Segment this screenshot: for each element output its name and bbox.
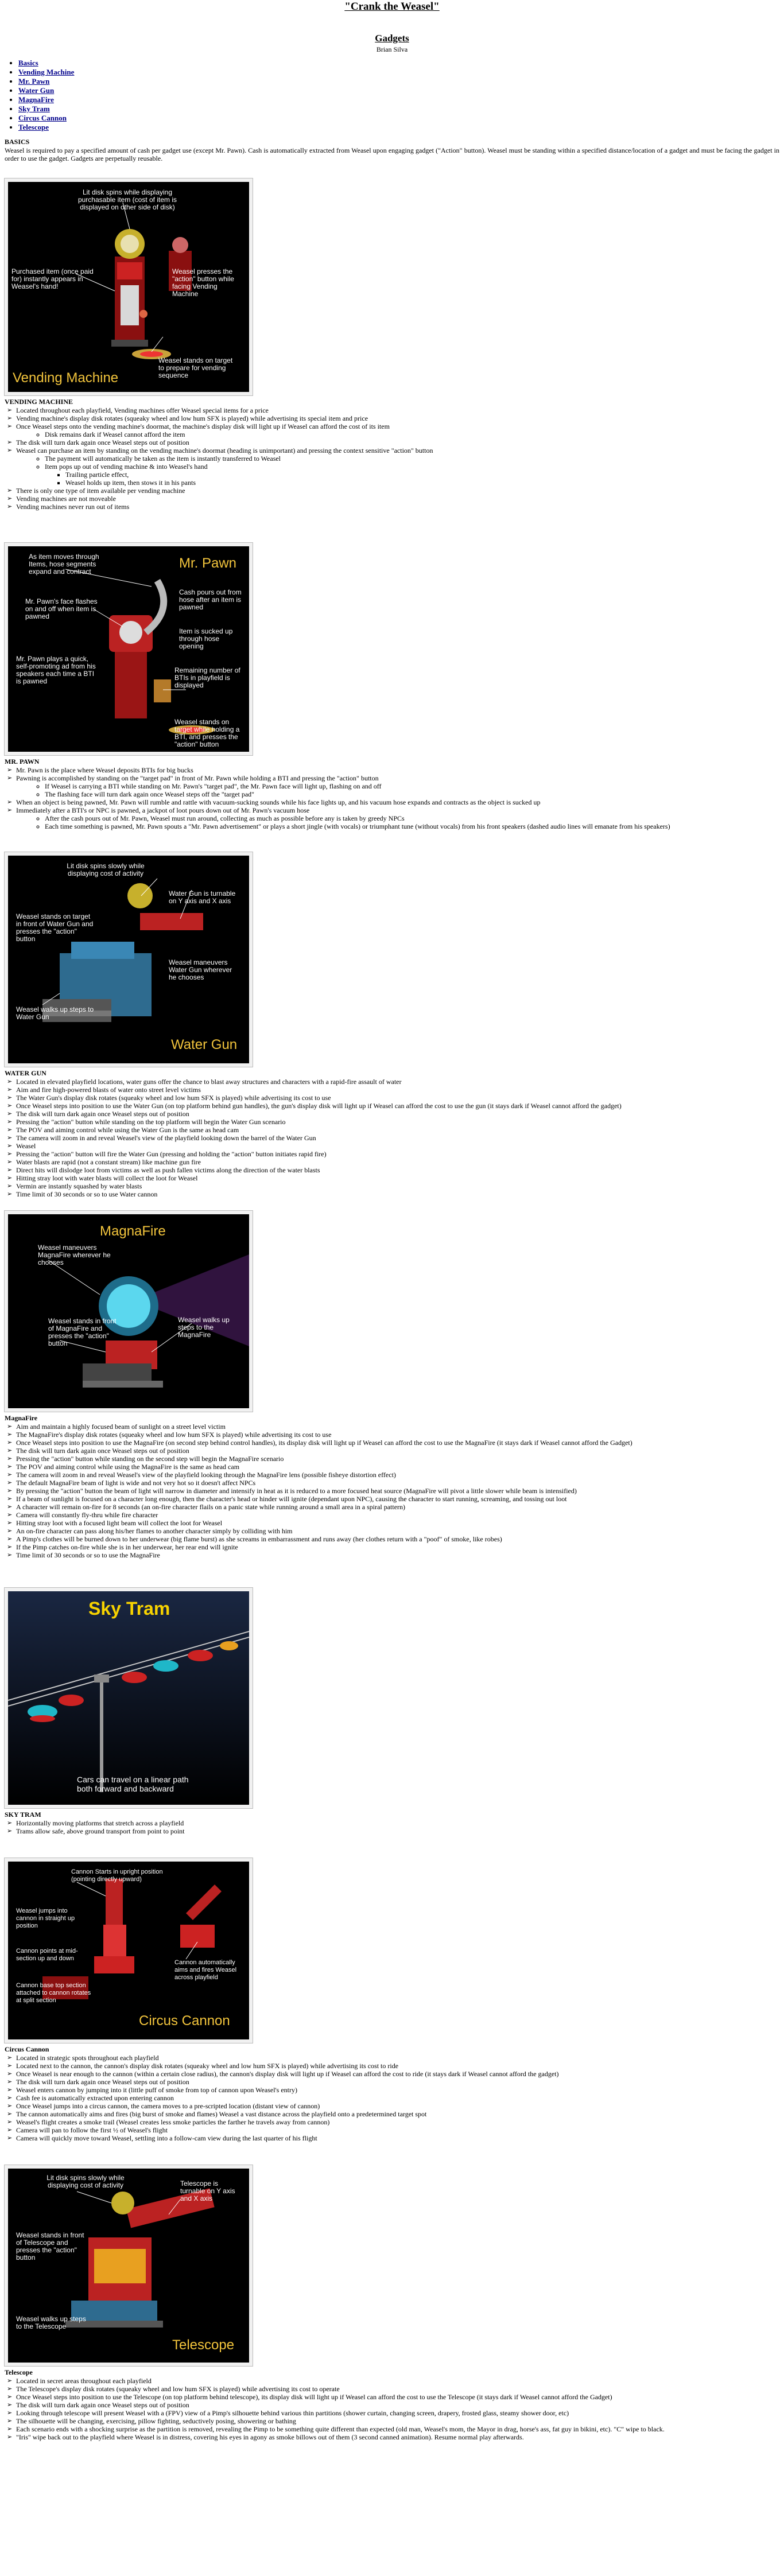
circus-cannon-caption: Cannon Starts in upright position (pointing directly upward) (71, 1868, 163, 1883)
list-item: ➢ The disk will turn dark again once Weasel steps out of position (16, 1447, 779, 1455)
list-item: ➢ Hitting stray loot with a focused light beam will collect the loot for Weasel (16, 1519, 779, 1527)
list-item: ➢ By pressing the "action" button the beam of light will narrow in diameter and intensify in heat as it is reduced to a more focused heat source (MagnaFire will pivot a little slower while beam is intensified) (16, 1487, 779, 1495)
list-item: ➢ Vending machines never run out of items (16, 503, 779, 511)
basics-text: Weasel is required to pay a specified amount of cash per gadget use (except Mr. Pawn). Cash is automatically extracted from Weasel upon engaging gadget ("Action" button). Weasel must be standing within a specified distance/location of a gadget and must be facing the gadget in order to use the gadget. Gadgets are perpetually reusable. (5, 146, 779, 162)
list-item: ➢ The camera will zoom in and reveal Weasel's view of the playfield looking down the barrel of the Water Gun (16, 1134, 779, 1142)
list-item: ➢ Horizontally moving platforms that stretch across a playfield (16, 1819, 779, 1827)
list-item: ◦ Disk remains dark if Weasel cannot afford the item (45, 430, 779, 438)
circus-cannon-illustration (5, 1858, 253, 2043)
list-item: ➢ Mr. Pawn is the place where Weasel deposits BTIs for big bucks (16, 766, 779, 774)
water-gun-caption: Weasel walks up steps to Water Gun (16, 1005, 94, 1021)
list-item: ➢ Located next to the cannon, the cannon's display disk rotates (squeaky wheel and low hum SFX is played) while advertising its cost to ride (16, 2062, 779, 2070)
list-item: ➢ Looking through telescope will present Weasel with a (FPV) view of a Pimp's silhouette behind various thin partitions (shower curtain, changing screen, drapery, frosted glass, steamy shower door, etc) (16, 2409, 779, 2417)
magnafire-caption: Weasel stands in front of MagnaFire and presses the "action" button (48, 1317, 117, 1347)
toc-item[interactable] (18, 114, 779, 123)
circus-cannon-figure-title: Circus Cannon (139, 2013, 230, 2029)
circus-cannon-caption: Weasel jumps into cannon in straight up position (16, 1907, 75, 1929)
magnafire-figure-title: MagnaFire (100, 1223, 166, 1239)
list-item: ➢ Once Weasel steps into position to use the Water Gun (on top platform behind gun handles), the gun's display disk will light up if Weasel can afford the cost to use the gun (it stays dark if Weasel cannot afford the gadget) (16, 1102, 779, 1110)
list-item: ➢ Weasel's flight creates a smoke trail (Weasel creates less smoke particles the farther he travels away from cannon) (16, 2118, 779, 2126)
sky-tram-heading: SKY TRAM (5, 1810, 41, 1819)
toc-link-skytram[interactable]: Sky Tram (18, 104, 50, 113)
mr-pawn-illustration (5, 543, 253, 755)
list-item: ➢ Weasel enters cannon by jumping into it (little puff of smoke from top of cannon upon Weasel's entry) (16, 2086, 779, 2094)
telescope-heading: Telescope (5, 2368, 33, 2376)
list-item: ➢ If a beam of sunlight is focused on a character long enough, then the character's head or hinder will ignite (dependant upon NPC), causing the character to start running, screaming, and tossing out loot (16, 1495, 779, 1503)
list-item: ➢ The silhouette will be changing, exercising, pillow fighting, seductively posing, showering or bathing (16, 2417, 779, 2425)
author: Brian Silva (376, 45, 408, 53)
toc-link-telescope[interactable]: Telescope (18, 123, 49, 131)
list-item: ◦ The flashing face will turn dark again once Weasel steps off the "target pad" (45, 790, 779, 798)
list-item: ➢ Pawning is accomplished by standing on the "target pad" in front of Mr. Pawn while holding a BTI and pressing the "action" button ◦ If Weasel is carrying a BTI while standing on Mr. Pawn's "target pad", the Mr. Pawn face will light up, flashing on and off ◦ The flashing face will turn dark again once Weasel steps off the "target pad" (16, 774, 779, 798)
list-item: ➢ Pressing the "action" button while standing on the top platform will begin the Water Gun scenario (16, 1118, 779, 1126)
list-item: ➢ The camera will zoom in and reveal Weasel's view of the playfield looking through the MagnaFire lens (possible fisheye distortion effect) (16, 1471, 779, 1479)
mr-pawn-caption: Mr. Pawn's face flashes on and off when item is pawned (25, 597, 98, 620)
list-item: ➢ The Telescope's display disk rotates (squeaky wheel and low hum SFX is played) while advertising its cost to operate (16, 2385, 779, 2393)
mr-pawn-caption: Weasel stands on target while holding a BTI, and presses the "action" button (174, 718, 240, 748)
telescope-caption: Weasel stands in front of Telescope and presses the "action" button (16, 2231, 84, 2262)
list-item: ▪ Weasel holds up item, then stows it in his pants (65, 479, 779, 487)
mr-pawn-caption: Mr. Pawn plays a quick, self-promoting ad from his speakers each time a BTI is pawned (16, 655, 96, 685)
list-item: ➢ A Pimp's clothes will be burned down to her underwear (big flame burst) as she screams in embarrassment and runs away (her clothes return with a "poof" of smoke, like robes) (16, 1535, 779, 1543)
list-item: ➢ Each scenario ends with a shocking surprise as the partition is removed, revealing the Pimp to be something quite different than expected (old man, Weasel's mom, the Mayor in drag, horse's ass, fat guy in bikini, etc). "C" wipe to black. (16, 2425, 779, 2433)
toc-item[interactable] (18, 95, 779, 104)
list-item: ➢ Pressing the "action" button will fire the Water Gun (pressing and holding the "action" button initiates rapid fire) (16, 1150, 779, 1158)
list-item: ➢ "Iris" wipe back out to the playfield where Weasel is in distress, covering his eyes in agony as smoke billows out of them (3 second canned animation). Resume normal play afterwards. (16, 2433, 779, 2441)
list-item: ◦ Each time something is pawned, Mr. Pawn spouts a "Mr. Pawn advertisement" or plays a short jingle (with vocals) or triumphant tune (without vocals) from his front speakers (dashed audio lines will emanate from his speakers) (45, 822, 779, 830)
magnafire-illustration (5, 1211, 253, 1412)
list-item: ◦ Item pops up out of vending machine & into Weasel's hand ▪ Trailing particle effect, ▪ Weasel holds up item, then stows it in his pants (45, 463, 779, 487)
toc-link-pawn[interactable]: Mr. Pawn (18, 77, 50, 86)
vending-caption: Lit disk spins while displaying purchasable item (cost of item is displayed on other side of disk) (77, 188, 177, 211)
magnafire-heading: MagnaFire (5, 1414, 38, 1422)
list-item: ➢ Aim and fire high-powered blasts of water onto street level victims (16, 1086, 779, 1094)
list-item: ➢ Vending machines are not moveable (16, 495, 779, 503)
mr-pawn-bullets (5, 766, 779, 830)
water-gun-caption: Weasel maneuvers Water Gun wherever he chooses (169, 958, 232, 981)
list-item: ➢ The MagnaFire's display disk rotates (squeaky wheel and low hum SFX is played) while advertising its cost to use (16, 1431, 779, 1439)
circus-cannon-caption: Cannon points at mid-section up and down (16, 1948, 78, 1962)
circus-cannon-caption: Cannon base top section attached to cannon rotates at split section (16, 1982, 91, 2004)
toc-link-water[interactable]: Water Gun (18, 86, 55, 95)
toc-item[interactable] (18, 104, 779, 114)
list-item: ➢ Located in secret areas throughout each playfield (16, 2377, 779, 2385)
toc-link-cannon[interactable]: Circus Cannon (18, 114, 67, 122)
list-item: ➢ Once Weasel steps onto the vending machine's doormat, the machine's display disk will light up if Weasel can afford the cost of its item ◦ Disk remains dark if Weasel cannot afford the item (16, 422, 779, 438)
mr-pawn-caption: Cash pours out from hose after an item is pawned (179, 588, 242, 611)
page-title: "Crank the Weasel" (344, 1, 440, 13)
telescope-bullets (5, 2377, 779, 2441)
sky-tram-bullets (5, 1819, 779, 1835)
list-item: ➢ The disk will turn dark again once Weasel steps out of position (16, 438, 779, 446)
list-item: ➢ Located in strategic spots throughout each playfield (16, 2054, 779, 2062)
vending-caption: Weasel presses the "action" button while facing Vending Machine (172, 267, 234, 298)
circus-cannon-caption: Cannon automatically aims and fires Weasel across playfield (174, 1959, 237, 1981)
list-item: ➢ Camera will pan to follow the first ½ of Weasel's flight (16, 2126, 779, 2134)
water-gun-caption: Water Gun is turnable on Y axis and X axis (169, 889, 236, 905)
list-item: ➢ The Water Gun's display disk rotates (squeaky wheel and low hum SFX is played) while advertising its cost to use (16, 1094, 779, 1102)
list-item: ➢ There is only one type of item available per vending machine (16, 487, 779, 495)
toc-link-vending[interactable]: Vending Machine (18, 68, 75, 76)
list-item: ➢ Weasel can purchase an item by standing on the vending machine's doormat (heading is unimportant) and pressing the context sensitive "action" button ◦ The payment will automatically be taken as the item is instantly transferred to Weasel ◦ Item pops up out of vending machine & into Weasel's hand ▪ Trailing particle effect, ▪ Weasel holds up item, then stows it in his pants (16, 446, 779, 487)
list-item: ➢ The disk will turn dark again once Weasel steps out of position (16, 2078, 779, 2086)
sky-tram-illustration (5, 1588, 253, 1808)
list-item: ➢ If the Pimp catches on-fire while she is in her underwear, her rear end will ignite (16, 1543, 779, 1551)
list-item: ➢ The disk will turn dark again once Weasel steps out of position (16, 2401, 779, 2409)
water-gun-caption: Weasel stands on target in front of Water Gun and presses the "action" button (16, 912, 94, 943)
mr-pawn-figure-title: Mr. Pawn (179, 555, 237, 571)
sky-tram-figure-title: Sky Tram (88, 1598, 170, 1619)
list-item: ➢ The disk will turn dark again once Weasel steps out of position (16, 1110, 779, 1118)
mr-pawn-caption: Item is sucked up through hose opening (179, 627, 233, 650)
toc-item[interactable] (18, 59, 779, 68)
toc-link-basics[interactable]: Basics (18, 59, 38, 67)
list-item: ◦ The payment will automatically be taken as the item is instantly transferred to Weasel (45, 454, 779, 463)
sky-tram-caption: Cars can travel on a linear path both forward and backward (77, 1775, 189, 1793)
vending-bullets (5, 406, 779, 511)
list-item: ➢ Vermin are instantly squashed by water blasts (16, 1182, 779, 1190)
list-item: ➢ Immediately after a BTI's or NPC is pawned, a jackpot of loot pours down out of Mr. Pawn's vacuum hose ◦ After the cash pours out of Mr. Pawn, Weasel must run around, collecting as much as possible before any is taken by greedy NPCs ◦ Each time something is pawned, Mr. Pawn spouts a "Mr. Pawn advertisement" or plays a short jingle (with vocals) or triumphant tune (without vocals) from his front speakers (dashed audio lines will emanate from his speakers) (16, 806, 779, 830)
list-item: ➢ Vending machine's display disk rotates (squeaky wheel and low hum SFX is played) while advertising its special item and price (16, 414, 779, 422)
toc-link-magnafire[interactable]: MagnaFire (18, 95, 54, 104)
vending-machine-illustration (5, 178, 253, 395)
list-item: ➢ Weasel (16, 1142, 779, 1150)
mr-pawn-caption: As item moves through Items, hose segments expand and contract (29, 553, 99, 576)
list-item: ➢ Once Weasel jumps into a circus cannon, the camera moves to a pre-scripted location (distant view of cannon) (16, 2102, 779, 2110)
list-item: ➢ Pressing the "action" button while standing on the second step will begin the MagnaFire scenario (16, 1455, 779, 1463)
water-gun-bullets (5, 1078, 779, 1198)
toc-item[interactable] (18, 86, 779, 95)
list-item: ➢ Camera will quickly move toward Weasel, settling into a follow-cam view during the last quarter of his flight (16, 2134, 779, 2142)
list-item: ➢ Time limit of 30 seconds or so to use the MagnaFire (16, 1551, 779, 1559)
list-item: ➢ Located throughout each playfield, Vending machines offer Weasel special items for a price (16, 406, 779, 414)
list-item: ➢ The default MagnaFire beam of light is wide and not very hot so it doesn't affect NPCs (16, 1479, 779, 1487)
list-item: ▪ Trailing particle effect, (65, 471, 779, 479)
list-item: ➢ Hitting stray loot with water blasts will collect the loot for Weasel (16, 1174, 779, 1182)
list-item: ➢ Once Weasel steps into position to use the MagnaFire (on second step behind control handles), its display disk will light up if Weasel can afford the cost to use the MagnaFire (it stays dark if Weasel cannot afford the Gadget) (16, 1439, 779, 1447)
telescope-caption: Telescope is turnable on Y axis and X axis (180, 2179, 235, 2202)
telescope-caption: Weasel walks up steps to the Telescope (16, 2315, 86, 2330)
vending-figure-title: Vending Machine (13, 370, 119, 386)
list-item: ➢ A character will remain on-fire for 8 seconds (an on-fire character flails on a panic state while running around a small area in a spiral pattern) (16, 1503, 779, 1511)
magnafire-caption: Weasel maneuvers MagnaFire wherever he chooses (38, 1244, 111, 1266)
toc-item[interactable] (18, 123, 779, 132)
table-of-contents (5, 59, 779, 132)
telescope-illustration (5, 2165, 253, 2366)
list-item: ➢ Once Weasel steps into position to use the Telescope (on top platform behind telescope), its display disk will light up if Weasel can afford the cost to use the Telescope (it stays dark if Weasel cannot afford the Gadget) (16, 2393, 779, 2401)
mr-pawn-caption: Remaining number of BTIs in playfield is displayed (174, 666, 240, 689)
list-item: ➢ Cash fee is automatically extracted upon entering cannon (16, 2094, 779, 2102)
list-item: ◦ If Weasel is carrying a BTI while standing on Mr. Pawn's "target pad", the Mr. Pawn face will light up, flashing on and off (45, 782, 779, 790)
vending-caption: Purchased item (once paid for) instantly appears in Weasel's hand! (11, 267, 94, 290)
vending-caption: Weasel stands on target to prepare for vending sequence (158, 356, 233, 379)
list-item: ➢ The cannon automatically aims and fires (big burst of smoke and flames) Weasel a vast distance across the playfield onto a predetermined target spot (16, 2110, 779, 2118)
list-item: ➢ Camera will constantly fly-thru while fire character (16, 1511, 779, 1519)
list-item: ➢ An on-fire character can pass along his/her flames to another character simply by colliding with him (16, 1527, 779, 1535)
water-gun-heading: WATER GUN (5, 1069, 46, 1077)
page-subtitle: Gadgets (375, 33, 409, 44)
list-item: ➢ Direct hits will dislodge loot from victims as well as push fallen victims along the direction of the water blasts (16, 1166, 779, 1174)
list-item: ◦ After the cash pours out of Mr. Pawn, Weasel must run around, collecting as much as possible before any is taken by greedy NPCs (45, 814, 779, 822)
mr-pawn-heading: MR. PAWN (5, 757, 40, 766)
list-item: ➢ The POV and aiming control while using the Water Gun is the same as head cam (16, 1126, 779, 1134)
water-gun-figure-title: Water Gun (171, 1037, 238, 1052)
toc-item[interactable] (18, 68, 779, 77)
list-item: ➢ Once Weasel is near enough to the cannon (within a certain close radius), the cannon's display disk will light up if Weasel can afford the cost to ride (it stays dark if Weasel cannot afford the gadget) (16, 2070, 779, 2078)
magnafire-bullets (5, 1423, 779, 1559)
list-item: ➢ Located in elevated playfield locations, water guns offer the chance to blast away structures and characters with a rapid-fire assault of water (16, 1078, 779, 1086)
telescope-figure-title: Telescope (172, 2337, 235, 2353)
list-item: ➢ Water blasts are rapid (not a constant stream) like machine gun fire (16, 1158, 779, 1166)
list-item: ➢ Aim and maintain a highly focused beam of sunlight on a street level victim (16, 1423, 779, 1431)
water-gun-caption: Lit disk spins slowly while displaying cost of activity (67, 862, 145, 877)
sky-tram-art (8, 1591, 249, 1805)
list-item: ➢ The POV and aiming control while using the MagnaFire is the same as head cam (16, 1463, 779, 1471)
toc-item[interactable] (18, 77, 779, 86)
circus-cannon-heading: Circus Cannon (5, 2045, 49, 2053)
list-item: ➢ When an object is being pawned, Mr. Pawn will rumble and rattle with vacuum-sucking sounds while his face lights up, and his vacuum hose expands and contracts as the object is sucked up (16, 798, 779, 806)
circus-cannon-bullets (5, 2054, 779, 2142)
magnafire-caption: Weasel walks up steps to the MagnaFire (178, 1316, 230, 1339)
list-item: ➢ Time limit of 30 seconds or so to use Water cannon (16, 1190, 779, 1198)
vending-heading: VENDING MACHINE (5, 398, 73, 406)
basics-heading: BASICS (5, 138, 30, 146)
water-gun-illustration (5, 852, 253, 1067)
telescope-caption: Lit disk spins slowly while displaying cost of activity (46, 2174, 125, 2189)
list-item: ➢ Trams allow safe, above ground transport from point to point (16, 1827, 779, 1835)
